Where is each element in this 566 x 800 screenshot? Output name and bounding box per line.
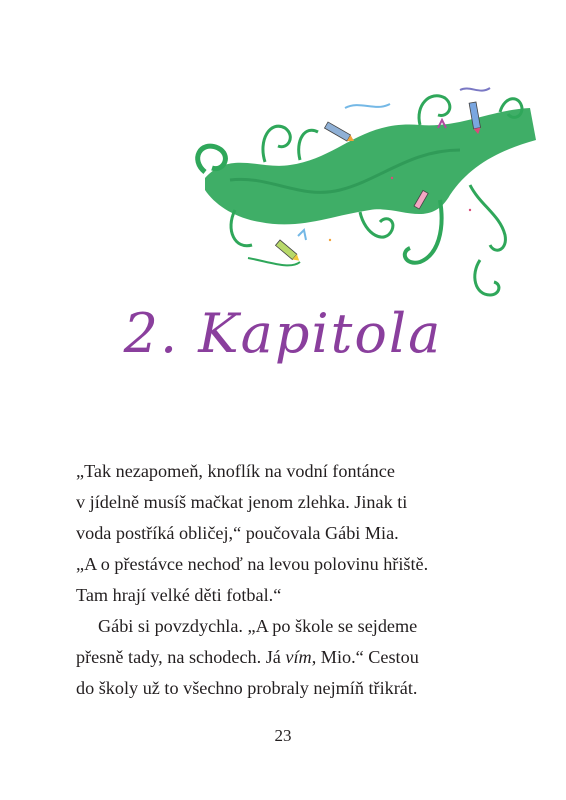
page-number: 23 [274,726,292,745]
text-line [76,642,496,673]
tendril [470,185,505,250]
text-line: Gábi si povzdychla. „A po škole se sejdeme [98,616,418,636]
body-text [76,456,496,704]
crayon-icon [325,122,356,144]
crayon-icon [276,240,302,263]
emphasis-text: vím [285,647,312,667]
tendril [198,146,226,172]
text-segment: , Mio.“ Cestou [311,647,419,667]
tendril [475,260,499,295]
tendril [419,96,450,125]
text-line: v jídelně musíš mačkat jenom zlehka. Jinak ti [76,492,408,512]
text-line: Tam hrají velké děti fotbal.“ [76,585,282,605]
tendril [299,130,318,160]
text-line: „A o přestávce nechoď na levou polovinu hřiště. [76,554,429,574]
text-line: voda postříká obličej,“ poučovala Gábi Mia. [76,523,399,543]
text-line: „Tak nezapomeň, knoflík na vodní fontánce [76,461,395,481]
text-line: do školy už to všechno probraly nejmíň třikrát. [76,678,418,698]
text-segment: přesně tady, na schodech. Já [76,647,286,667]
tendril [360,212,393,237]
beanstalk-illustration [0,0,566,320]
tendril [263,126,290,162]
chapter-title: 2. Kapitola [123,302,443,365]
